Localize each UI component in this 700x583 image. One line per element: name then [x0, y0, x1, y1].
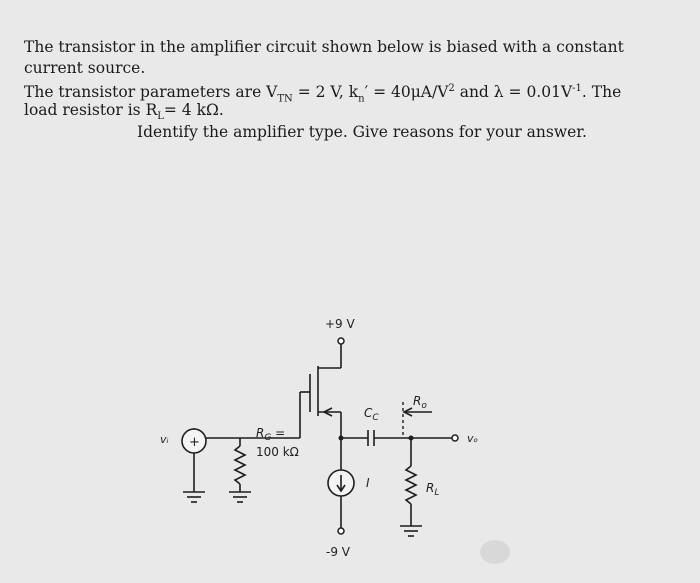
output-terminal [452, 435, 458, 441]
question-text: current source. [24, 59, 146, 77]
vss-label: -9 V [326, 545, 350, 559]
coupling-capacitor [368, 430, 374, 446]
vi-label: vᵢ [160, 433, 169, 446]
vdd-terminal [338, 338, 344, 344]
vdd-label: +9 V [325, 317, 355, 331]
current-label: I [366, 476, 370, 490]
question-text: . The [581, 83, 622, 102]
subscript: L [157, 111, 164, 123]
question-text: = 2 V, k [292, 83, 359, 102]
rg-value: 100 kΩ [256, 445, 299, 459]
question-text: The transistor in the amplifier circuit shown below is biased with a constant [24, 38, 624, 56]
vss-terminal [338, 528, 344, 534]
question-text: Identify the amplifier type. Give reasons for your answer. [137, 123, 587, 141]
nmos-transistor [310, 366, 341, 470]
rg-resistor [235, 446, 245, 484]
source-plus-sign: + [189, 435, 200, 450]
superscript: 2 [448, 83, 455, 94]
question-text: The transistor parameters are V [24, 83, 278, 102]
superscript: -1 [572, 83, 582, 94]
smudge-mark [480, 540, 510, 564]
rg-label: $R_G$ = [256, 426, 286, 443]
question-text: ′ = 40μA/V [364, 83, 449, 102]
ro-label: $R_o$ [413, 394, 427, 411]
rg-ground-symbol [229, 492, 251, 502]
rl-resistor [406, 466, 416, 504]
rl-ground-symbol [400, 526, 422, 536]
cc-label: $C_C$ [364, 406, 379, 423]
question-text: = 4 kΩ. [163, 101, 224, 119]
question-text: load resistor is R [24, 101, 158, 119]
subscript: TN [277, 93, 293, 105]
input-ground-symbol [183, 492, 205, 502]
vo-label: vₒ [467, 432, 479, 445]
rl-label: $R_L$ [426, 481, 440, 498]
subscript: n [358, 93, 365, 105]
question-text: and λ = 0.01V [454, 83, 573, 102]
